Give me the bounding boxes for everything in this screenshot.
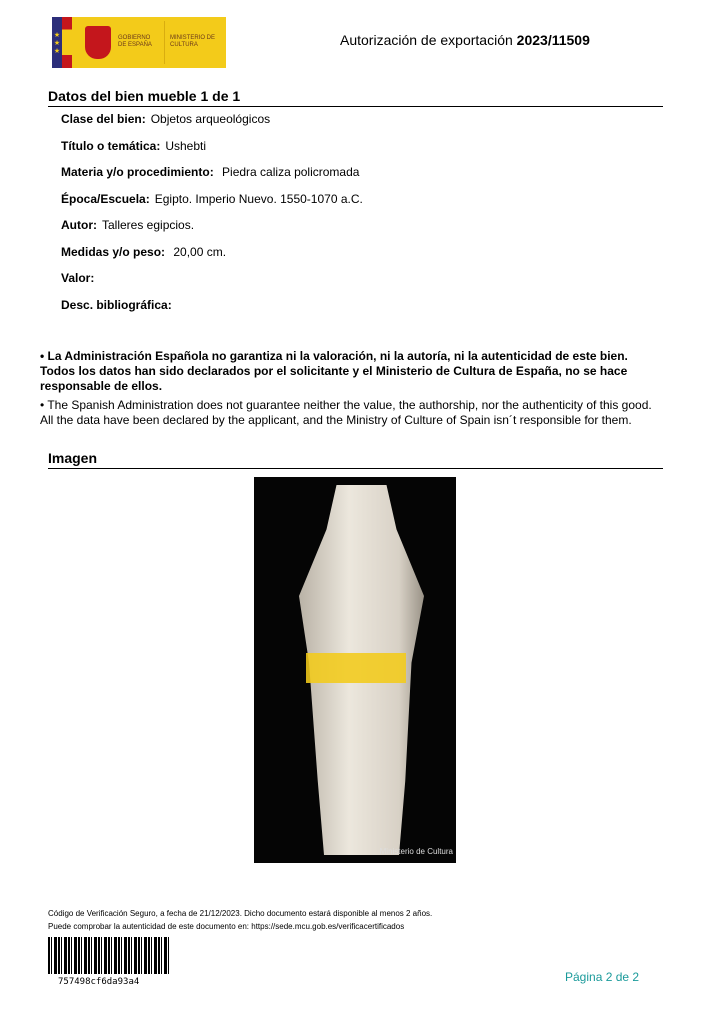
government-logo xyxy=(52,17,226,68)
field-row xyxy=(61,298,177,312)
logo-text-gobierno: GOBIERNO DE ESPAÑA xyxy=(118,35,152,48)
field-value: Ushebti xyxy=(165,138,207,153)
field-label: Autor: xyxy=(61,218,97,232)
field-label: Título o temática: xyxy=(61,138,161,153)
field-value: Talleres egipcios. xyxy=(102,218,195,232)
field-value: 20,00 cm. xyxy=(170,244,227,259)
auth-number: 2023/11509 xyxy=(516,32,590,48)
coat-of-arms-icon xyxy=(85,26,111,59)
disclaimer-en: • The Spanish Administration does not guarantee neither the value, the authorship, nor the authenticity of this good. All the data have been declared by the applicant, and the Ministry of Culture of Spain isn´t responsible for them. xyxy=(40,398,652,427)
flag-icon: ★ ★ ★ xyxy=(52,17,72,68)
export-authorization xyxy=(340,32,590,48)
field-row xyxy=(61,165,359,179)
field-value: Piedra caliza policromada xyxy=(218,165,360,179)
field-value: Objetos arqueológicos xyxy=(150,112,271,126)
logo-watermark-band xyxy=(306,653,406,683)
field-value: Egipto. Imperio Nuevo. 1550-1070 a.C. xyxy=(154,191,363,206)
auth-label: Autorización de exportación xyxy=(340,32,513,48)
field-label: Época/Escuela: xyxy=(61,191,150,206)
field-row xyxy=(61,112,270,126)
photo-watermark: Ministerio de Cultura xyxy=(379,847,453,856)
field-row xyxy=(61,245,226,259)
field-row xyxy=(61,271,99,285)
section-title-datos: Datos del bien mueble 1 de 1 xyxy=(48,88,663,107)
barcode xyxy=(48,937,169,974)
field-label: Medidas y/o peso: xyxy=(61,244,166,259)
verification-url-text: Puede comprobar la autenticidad de este documento en: https://sede.mcu.gob.es/verificacertificados xyxy=(48,922,405,931)
field-row xyxy=(61,192,363,206)
section-title-imagen: Imagen xyxy=(48,450,663,469)
barcode-text: 757498cf6da93a4 xyxy=(58,977,140,987)
logo-text-ministerio: MINISTERIO DE CULTURA xyxy=(170,35,216,48)
field-label: Clase del bien: xyxy=(61,112,146,126)
field-label: Valor: xyxy=(61,271,95,285)
field-row xyxy=(61,139,206,153)
field-label: Desc. bibliográfica: xyxy=(61,297,172,312)
verification-text: Código de Verificación Seguro, a fecha de 21/12/2023. Dicho documento estará disponible al menos 2 años. xyxy=(48,909,433,918)
field-row xyxy=(61,218,194,232)
page-number: Página 2 de 2 xyxy=(565,970,640,984)
field-label: Materia y/o procedimiento: xyxy=(61,165,214,179)
ushebti-photo xyxy=(254,477,456,863)
disclaimer-es: • La Administración Española no garantiza ni la valoración, ni la autoría, ni la autenticidad de este bien. Todos los datos han sido declarados por el solicitante y el Ministerio de Cultura de España, no se hace responsable de ellos. xyxy=(40,349,628,393)
